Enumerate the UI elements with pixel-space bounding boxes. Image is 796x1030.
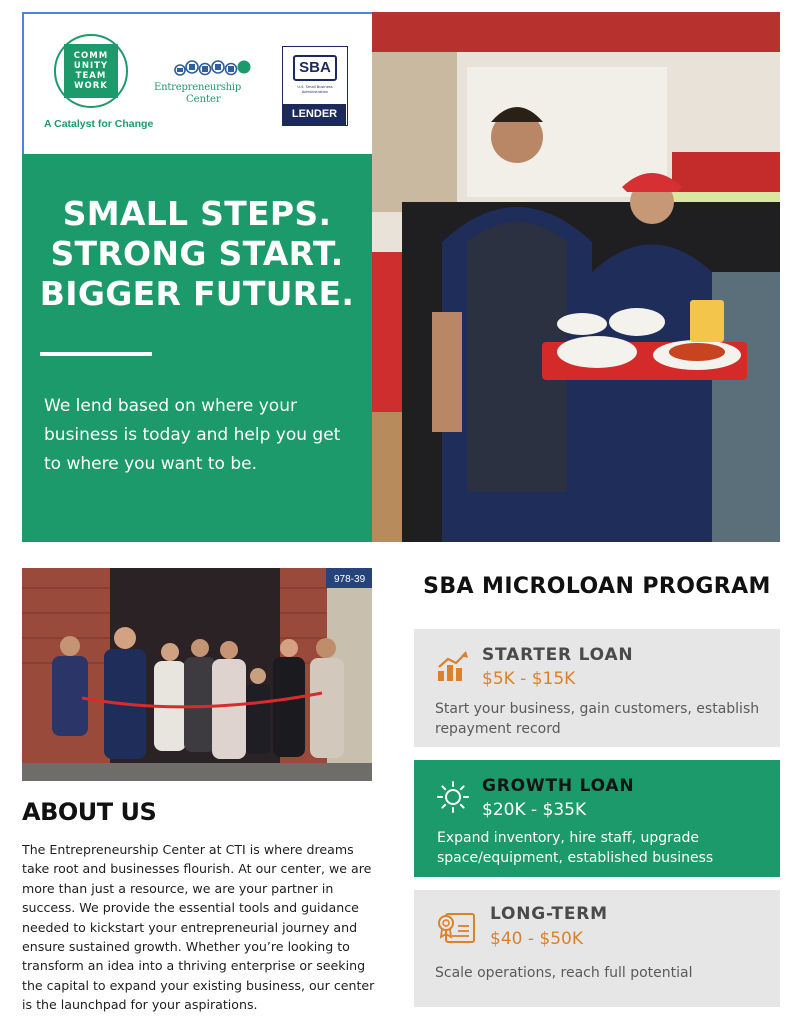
hero-body-text: We lend based on where your business is today and help you get to where you want to be. bbox=[44, 396, 341, 474]
growth-loan-amount: $20K - $35K bbox=[482, 800, 587, 820]
hero-divider bbox=[40, 352, 152, 356]
sba-subtitle: U.S. Small Business Administration bbox=[297, 85, 333, 94]
sba-lender-label: LENDER bbox=[283, 104, 346, 125]
growth-loan-card bbox=[414, 760, 780, 877]
hero-headline-line1: SMALL STEPS. bbox=[62, 194, 332, 233]
starter-loan-amount: $5K - $15K bbox=[482, 669, 576, 689]
ec-logo-line2: Center bbox=[186, 94, 221, 105]
sba-mark: SBA bbox=[293, 55, 337, 81]
ribbon-cutting-photo bbox=[22, 568, 372, 781]
ribbon-cutting-illustration bbox=[22, 568, 372, 781]
long-term-loan-amount: $40 - $50K bbox=[490, 929, 583, 949]
growth-loan-name: GROWTH LOAN bbox=[482, 776, 635, 796]
certificate-icon bbox=[436, 912, 476, 944]
starter-loan-card bbox=[414, 629, 780, 747]
hero-headline bbox=[22, 194, 372, 314]
logo-band bbox=[22, 12, 372, 154]
sba-lender-logo bbox=[282, 46, 348, 126]
community-teamwork-logo bbox=[54, 34, 128, 108]
hero-headline-line3: BIGGER FUTURE. bbox=[39, 274, 355, 313]
ctw-logo-text-4: WORK bbox=[74, 81, 108, 91]
community-teamwork-logo-mark bbox=[64, 44, 118, 98]
ctw-tagline: A Catalyst for Change bbox=[44, 118, 154, 130]
bar-chart-growth-icon bbox=[436, 649, 470, 683]
long-term-loan-card bbox=[414, 890, 780, 1007]
about-title: ABOUT US bbox=[22, 798, 157, 826]
long-term-loan-description: Scale operations, reach full potential bbox=[435, 965, 693, 981]
restaurant-owners-illustration bbox=[372, 12, 780, 542]
ctw-logo-text-2: UNITY bbox=[73, 61, 109, 71]
starter-loan-description: Start your business, gain customers, establish repayment record bbox=[435, 701, 760, 737]
starter-loan-name: STARTER LOAN bbox=[482, 645, 634, 665]
hero-panel bbox=[22, 154, 372, 542]
gears-icon bbox=[172, 58, 252, 78]
restaurant-owners-photo bbox=[372, 12, 780, 542]
sun-icon bbox=[436, 780, 470, 814]
about-body-text: The Entrepreneurship Center at CTI is where dreams take root and businesses flourish. At our center, we are more than just a resource, we are your partner in success. We provide the essential tools and guidance needed to kickstart your entrepreneurial journey and ensure sustained growth. Whether you’re looking to transform an idea into a thriving enterprise or seeking the capital to expand your existing business, our center is the launchpad for your aspirations. bbox=[22, 842, 375, 1013]
ec-logo-line1: Entrepreneurship bbox=[154, 82, 242, 93]
entrepreneurship-center-logo bbox=[154, 58, 264, 118]
storefront-sign-text: 978-39 bbox=[334, 574, 366, 585]
program-title: SBA MICROLOAN PROGRAM bbox=[423, 574, 771, 599]
long-term-loan-name: LONG-TERM bbox=[490, 904, 608, 924]
hero-headline-line2: STRONG START. bbox=[50, 234, 344, 273]
ctw-logo-text-3: TEAM bbox=[75, 71, 107, 81]
ctw-logo-text-1: COMM bbox=[73, 51, 109, 61]
growth-loan-description: Expand inventory, hire staff, upgrade space/equipment, established business bbox=[437, 830, 714, 866]
